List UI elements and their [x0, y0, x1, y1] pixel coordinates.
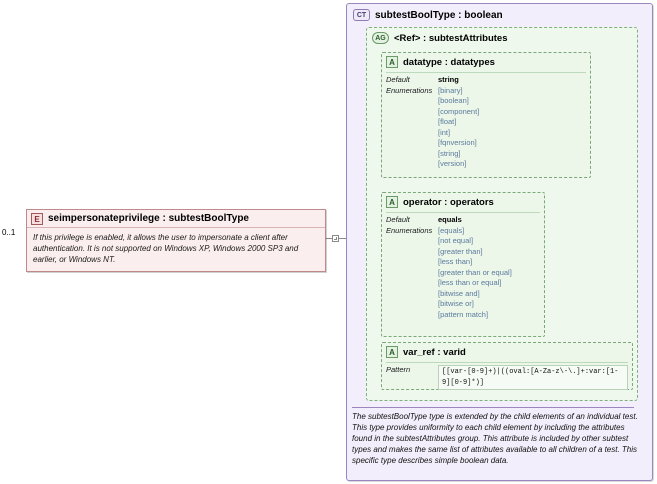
- enumeration-item: [boolean]: [438, 96, 469, 105]
- facet-row-enumerations: [386, 226, 540, 321]
- attributegroup-title: [394, 33, 508, 44]
- attribute-badge-icon: A: [386, 196, 398, 208]
- element-badge-icon: E: [31, 213, 43, 225]
- element-documentation: If this privilege is enabled, it allows the user to impersonate a client after authentication. It is not supported on Windows XP, Windows 2000 SP3 and earlier, or Windows NT.: [33, 233, 299, 264]
- facet-value: equals: [438, 215, 462, 224]
- facet-row-enumerations: [386, 86, 586, 170]
- element-occurrence-label: 0..1: [2, 228, 16, 237]
- enumeration-item: [bitwise and]: [438, 288, 480, 298]
- attribute-title-datatype: [403, 57, 495, 68]
- attribute-type: datatypes: [450, 56, 495, 68]
- complextype-name: subtestBoolType: [375, 9, 456, 21]
- enumeration-item: [less than or equal]: [438, 278, 502, 287]
- element-title: [48, 213, 249, 224]
- facet-label: Enumerations: [386, 85, 433, 95]
- attribute-facets-operator: [386, 212, 540, 320]
- complextype-base: boolean: [464, 9, 503, 21]
- attribute-box-var-ref[interactable]: [381, 342, 633, 390]
- attribute-facets-datatype: [386, 72, 586, 170]
- facet-label: Default: [386, 75, 410, 84]
- attribute-header-var-ref: [382, 343, 632, 360]
- complextype-separator: :: [455, 9, 465, 21]
- attributegroup-name: subtestAttributes: [428, 32, 508, 44]
- enumeration-item: [pattern match]: [438, 309, 489, 319]
- complextype-documentation: The subtestBoolType type is extended by the child elements of an individual test. This type provides uniformity to each child element by including the attributes found in the subtestAttributes group. This attribute is included by other subtest types and makes the same list of attributes available to all children of a test. This specific type describes simple boolean data.: [352, 412, 638, 465]
- enumeration-item: [component]: [438, 106, 480, 116]
- enumeration-item: [not equal]: [438, 236, 474, 245]
- enumeration-list-datatype: [438, 86, 479, 170]
- enumeration-list-operator: [438, 226, 512, 321]
- attribute-header-operator: [382, 193, 544, 210]
- attribute-separator: :: [441, 196, 450, 208]
- enumeration-item: [greater than]: [438, 246, 483, 256]
- facet-row-default: [386, 75, 586, 86]
- element-separator: :: [159, 213, 169, 224]
- connector-expander[interactable]: [332, 235, 339, 242]
- enumeration-item: [version]: [438, 159, 467, 168]
- element-name: seimpersonateprivilege: [48, 213, 160, 224]
- attribute-name: datatype: [403, 56, 443, 68]
- element-box-seimpersonateprivilege[interactable]: [26, 209, 326, 272]
- attribute-title-var-ref: [403, 347, 466, 358]
- enumeration-item: [less than]: [438, 257, 473, 266]
- attribute-title-operator: [403, 197, 494, 208]
- attribute-box-datatype[interactable]: [381, 52, 591, 178]
- element-header: [27, 210, 325, 228]
- attribute-name: operator: [403, 196, 442, 208]
- enumeration-item: [greater than or equal]: [438, 267, 512, 277]
- enumeration-item: [string]: [438, 148, 461, 158]
- attribute-facets-var-ref: [386, 362, 628, 390]
- enumeration-item: [fqnversion]: [438, 138, 477, 147]
- facet-label: Pattern: [386, 365, 411, 374]
- complextype-header: [347, 4, 652, 24]
- enumeration-item: [equals]: [438, 225, 465, 235]
- facet-row-default: [386, 215, 540, 226]
- attributegroup-separator: :: [420, 32, 429, 44]
- attribute-box-operator[interactable]: [381, 192, 545, 337]
- complextype-badge-icon: CT: [353, 9, 370, 21]
- attribute-type: operators: [450, 196, 494, 208]
- attributegroup-badge-icon: AG: [372, 32, 389, 44]
- enumeration-item: [int]: [438, 127, 451, 137]
- enumeration-item: [binary]: [438, 85, 463, 95]
- attribute-separator: :: [434, 346, 444, 358]
- attribute-badge-icon: A: [386, 56, 398, 68]
- facet-value: string: [438, 75, 459, 84]
- attribute-name: var_ref: [403, 346, 435, 358]
- attribute-type: varid: [443, 346, 466, 358]
- facet-label: Default: [386, 215, 410, 224]
- facet-row-pattern: [386, 365, 628, 390]
- attribute-badge-icon: A: [386, 346, 398, 358]
- element-type: subtestBoolType: [168, 213, 249, 224]
- facet-value-pattern: [[var-[0-9]+)|((oval:[A-Za-z\-\.]+:var:[1-9][0-9]*)]: [438, 365, 628, 390]
- attributegroup-header: [367, 28, 637, 46]
- attribute-separator: :: [442, 56, 451, 68]
- attribute-header-datatype: [382, 53, 590, 70]
- enumeration-item: [bitwise or]: [438, 299, 474, 308]
- attributegroup-ref-label: <Ref>: [394, 32, 421, 44]
- complextype-title: [375, 10, 503, 21]
- enumeration-item: [float]: [438, 117, 457, 126]
- facet-label: Enumerations: [386, 225, 433, 235]
- complextype-doc-divider: [352, 407, 634, 408]
